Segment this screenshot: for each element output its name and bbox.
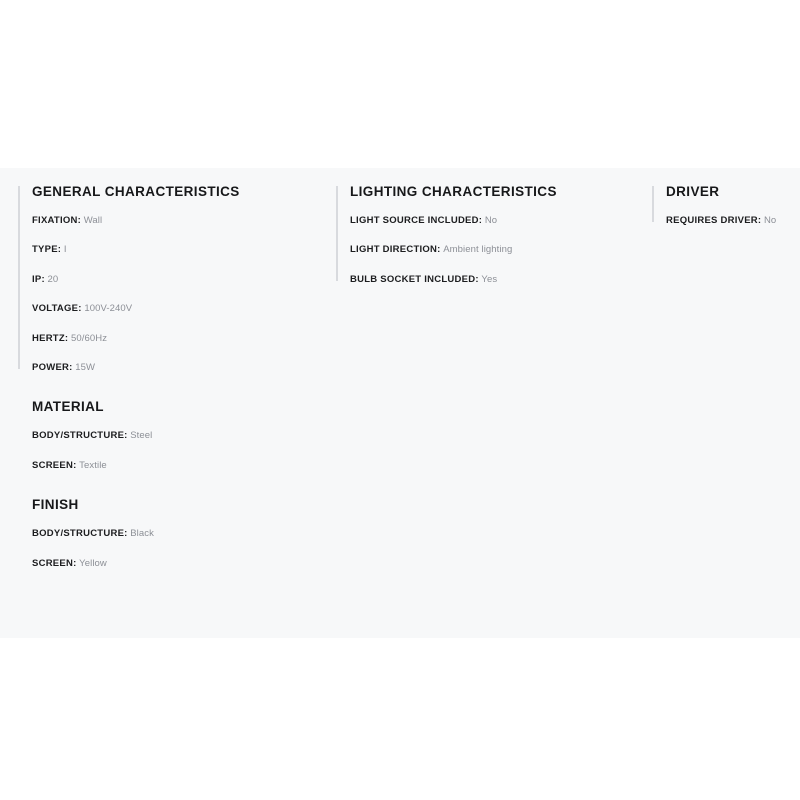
spec-row-material-screen bbox=[32, 460, 320, 471]
spec-row-finish-body bbox=[32, 528, 320, 539]
spec-row-finish-screen bbox=[32, 558, 320, 569]
spec-row-requires-driver bbox=[666, 215, 800, 226]
section-title-general: GENERAL CHARACTERISTICS bbox=[32, 184, 240, 199]
spec-value-voltage: 100V-240V bbox=[84, 303, 133, 315]
spec-row-voltage bbox=[32, 303, 320, 314]
spec-row-type bbox=[32, 244, 320, 255]
spec-value-ip: 20 bbox=[47, 273, 59, 285]
spec-row-hertz bbox=[32, 333, 320, 344]
driver-column bbox=[640, 184, 800, 244]
section-title-finish: FINISH bbox=[32, 497, 79, 513]
spec-value-material-body: Steel bbox=[130, 430, 153, 442]
section-title-lighting: LIGHTING CHARACTERISTICS bbox=[350, 184, 557, 199]
spec-value-hertz: 50/60Hz bbox=[70, 332, 108, 344]
spec-row-light-direction bbox=[350, 244, 640, 255]
spec-row-power bbox=[32, 362, 320, 373]
general-column bbox=[0, 184, 320, 587]
spec-label-finish-screen: SCREEN: bbox=[32, 557, 77, 569]
spec-value-fixation: Wall bbox=[83, 215, 103, 226]
spec-value-bulb-socket-included: Yes bbox=[481, 273, 498, 285]
spec-label-power: POWER: bbox=[32, 361, 73, 373]
spec-value-light-source-included: No bbox=[484, 215, 498, 226]
spec-value-requires-driver: No bbox=[763, 215, 777, 226]
specifications-panel bbox=[0, 168, 800, 638]
spec-value-power: 15W bbox=[75, 361, 96, 373]
section-title-driver: DRIVER bbox=[666, 184, 720, 199]
material-block bbox=[18, 399, 320, 471]
spec-label-ip: IP: bbox=[32, 273, 45, 285]
lighting-column bbox=[320, 184, 640, 303]
specifications-columns bbox=[0, 168, 800, 587]
spec-value-type: I bbox=[63, 244, 67, 256]
spec-label-type: TYPE: bbox=[32, 244, 62, 256]
spec-label-light-source-included: LIGHT SOURCE INCLUDED: bbox=[350, 215, 483, 226]
spec-value-light-direction: Ambient lighting bbox=[443, 244, 513, 256]
spec-label-hertz: HERTZ: bbox=[32, 332, 69, 344]
general-characteristics-block bbox=[18, 184, 320, 373]
spec-row-ip bbox=[32, 274, 320, 285]
lighting-characteristics-block bbox=[336, 184, 640, 285]
spec-value-finish-body: Black bbox=[130, 528, 154, 540]
spec-row-light-source-included bbox=[350, 215, 640, 226]
spec-label-material-screen: SCREEN: bbox=[32, 459, 77, 471]
spec-label-material-body: BODY/STRUCTURE: bbox=[32, 430, 128, 442]
spec-label-finish-body: BODY/STRUCTURE: bbox=[32, 528, 128, 540]
spec-label-bulb-socket-included: BULB SOCKET INCLUDED: bbox=[350, 273, 479, 285]
spec-row-bulb-socket-included bbox=[350, 274, 640, 285]
driver-block bbox=[652, 184, 800, 226]
section-title-material: MATERIAL bbox=[32, 399, 104, 415]
spec-label-requires-driver: REQUIRES DRIVER: bbox=[666, 215, 762, 226]
spec-label-fixation: FIXATION: bbox=[32, 215, 82, 226]
spec-label-voltage: VOLTAGE: bbox=[32, 303, 82, 315]
finish-block bbox=[18, 497, 320, 569]
spec-row-fixation bbox=[32, 215, 320, 226]
spec-row-material-body bbox=[32, 430, 320, 441]
spec-value-material-screen: Textile bbox=[79, 459, 107, 471]
spec-label-light-direction: LIGHT DIRECTION: bbox=[350, 244, 441, 256]
spec-value-finish-screen: Yellow bbox=[79, 557, 107, 569]
